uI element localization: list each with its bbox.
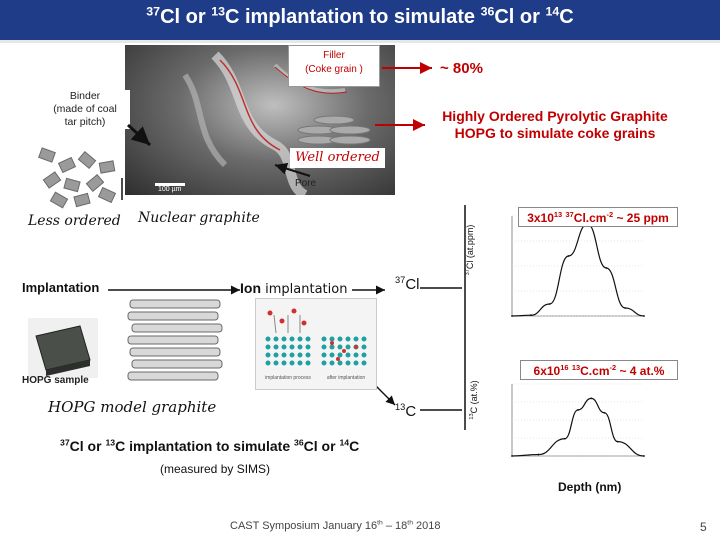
cl37-profile-data-point [549, 303, 551, 305]
filler-sublabel: (Coke grain ) [305, 64, 363, 75]
cl37-isotope: 37 [395, 275, 406, 285]
hopg-line-2: HOPG to simulate coke grains [454, 125, 656, 141]
c13-dose-box [520, 360, 678, 380]
bottom-part-2: C implantation to simulate [115, 438, 294, 454]
scale-bar-label: 100 µm [158, 186, 182, 193]
arrow-pore [275, 165, 310, 176]
cl37-depth-profile-chart [500, 212, 650, 330]
ion-implantation-label [240, 280, 347, 297]
cl37-profile-data-point [643, 315, 645, 317]
well-ordered-label: Well ordered [290, 148, 385, 168]
c13-element: C [405, 403, 417, 420]
title-iso-4: 14 [545, 4, 560, 19]
implantation-label: Implantation [22, 280, 100, 295]
c13-profile-data-point [590, 398, 592, 400]
page-number: 5 [700, 520, 707, 534]
title-iso-2: 13 [211, 4, 225, 19]
cl37-y-axis-isotope: 37 [465, 269, 471, 276]
cl37-y-axis-text: Cl (at.ppm) [465, 224, 475, 270]
bottom-part-3: Cl or [303, 438, 340, 454]
less-ordered-label: Less ordered [28, 213, 121, 229]
cl37-dose-equivalent: ~ 25 ppm [613, 211, 669, 225]
c13-profile-data-point [617, 441, 619, 443]
hopg-model-label: HOPG model graphite [48, 398, 217, 416]
bottom-part-4: C [349, 438, 360, 454]
c13-depth-profile-chart [500, 380, 650, 470]
binder-line-1: Binder [69, 90, 101, 102]
bottom-iso-2: 13 [105, 437, 116, 448]
footer-text-end: 2018 [412, 520, 441, 532]
binder-line-3: tar pitch) [64, 116, 106, 128]
footer-conference [230, 520, 441, 532]
c13-dose-isotope: 13 [571, 363, 581, 372]
pore-label: Pore [295, 178, 317, 189]
title-iso-3: 36 [480, 4, 495, 19]
filler-label: Filler [323, 50, 345, 61]
nuclear-graphite-label: Nuclear graphite [138, 210, 260, 226]
footer-text-start: CAST Symposium January 16 [230, 520, 378, 532]
cl37-dose-mantissa: 3x10 [527, 211, 554, 225]
cl37-y-axis-label [465, 220, 475, 280]
arrow-to-c13 [375, 385, 395, 405]
c13-profile-data-point [643, 455, 645, 457]
title-iso-1: 37 [146, 4, 161, 19]
well-ordered-hexagons [298, 116, 370, 144]
implantation-simulation-panel [255, 298, 377, 390]
cl37-profile-data-point [568, 255, 570, 257]
c13-y-axis-label [469, 376, 479, 424]
title-part-1: Cl or [160, 6, 212, 28]
depth-axis-label: Depth (nm) [558, 480, 622, 494]
bottom-iso-1: 37 [60, 437, 70, 448]
c13-dose-equivalent: ~ 4 at.% [616, 364, 665, 378]
bottom-title [60, 438, 359, 454]
cl37-dose-unit-exponent: -2 [606, 210, 614, 219]
c13-y-axis-isotope: 13 [469, 413, 475, 420]
c13-profile-data-point [564, 438, 566, 440]
c13-profile-data-point [538, 454, 540, 456]
c13-dose-exponent: 16 [560, 363, 569, 372]
measured-by-sims: (measured by SIMS) [160, 462, 271, 476]
binder-line-2: (made of coal [53, 103, 117, 115]
hopg-sample-photo [28, 318, 98, 378]
hopg-sample-label: HOPG sample [22, 375, 89, 386]
c13-dose-mantissa: 6x10 [533, 364, 561, 378]
footer-ordinal-2: th [407, 519, 413, 527]
cl37-dose-box [518, 207, 678, 227]
cl37-element: Cl [405, 276, 420, 293]
title-part-2: C implantation to simulate [224, 6, 481, 28]
cl37-profile-data-point [530, 314, 532, 316]
cl37-profile-data-point [624, 307, 626, 309]
c13-isotope: 13 [395, 402, 406, 412]
c13-dose-unit-exponent: -2 [609, 363, 617, 372]
bottom-iso-4: 14 [339, 437, 350, 448]
c13-y-axis-text: C (at.%) [469, 380, 479, 414]
footer-ordinal-1: th [377, 519, 383, 527]
footer-text-middle: – 18 [382, 520, 408, 532]
implantation-word: implantation [261, 282, 348, 297]
cl37-label [395, 276, 420, 293]
less-ordered-hexagons [39, 148, 116, 208]
cl37-dose-unit: Cl.cm [573, 211, 607, 225]
title-part-3: Cl or [494, 6, 546, 28]
bottom-part-1: Cl or [69, 438, 106, 454]
c13-profile-data-point [577, 409, 579, 411]
bottom-iso-3: 36 [294, 437, 304, 448]
cl37-profile-series-line [512, 224, 644, 316]
cl37-profile-data-point [605, 267, 607, 269]
c13-profile-data-point [604, 412, 606, 414]
sim-left-label: implantation process [265, 375, 311, 381]
hopg-line-1: Highly Ordered Pyrolytic Graphite [442, 108, 668, 124]
c13-profile-series-line [512, 398, 644, 456]
percentage-label: ~ 80% [440, 60, 483, 77]
cl37-dose-isotope: 37 [565, 210, 574, 219]
title-part-4: C [559, 6, 574, 28]
cl37-profile-data-point [511, 315, 513, 317]
c13-dose-unit: C.cm [580, 364, 610, 378]
c13-profile-data-point [511, 455, 513, 457]
sim-right-label: after implantation [326, 375, 366, 381]
hopg-model-hexagons [128, 300, 222, 380]
arrow-binder [128, 125, 150, 145]
c13-label [395, 403, 416, 420]
ion-word: Ion [240, 280, 261, 296]
cl37-dose-exponent: 13 [553, 210, 563, 219]
